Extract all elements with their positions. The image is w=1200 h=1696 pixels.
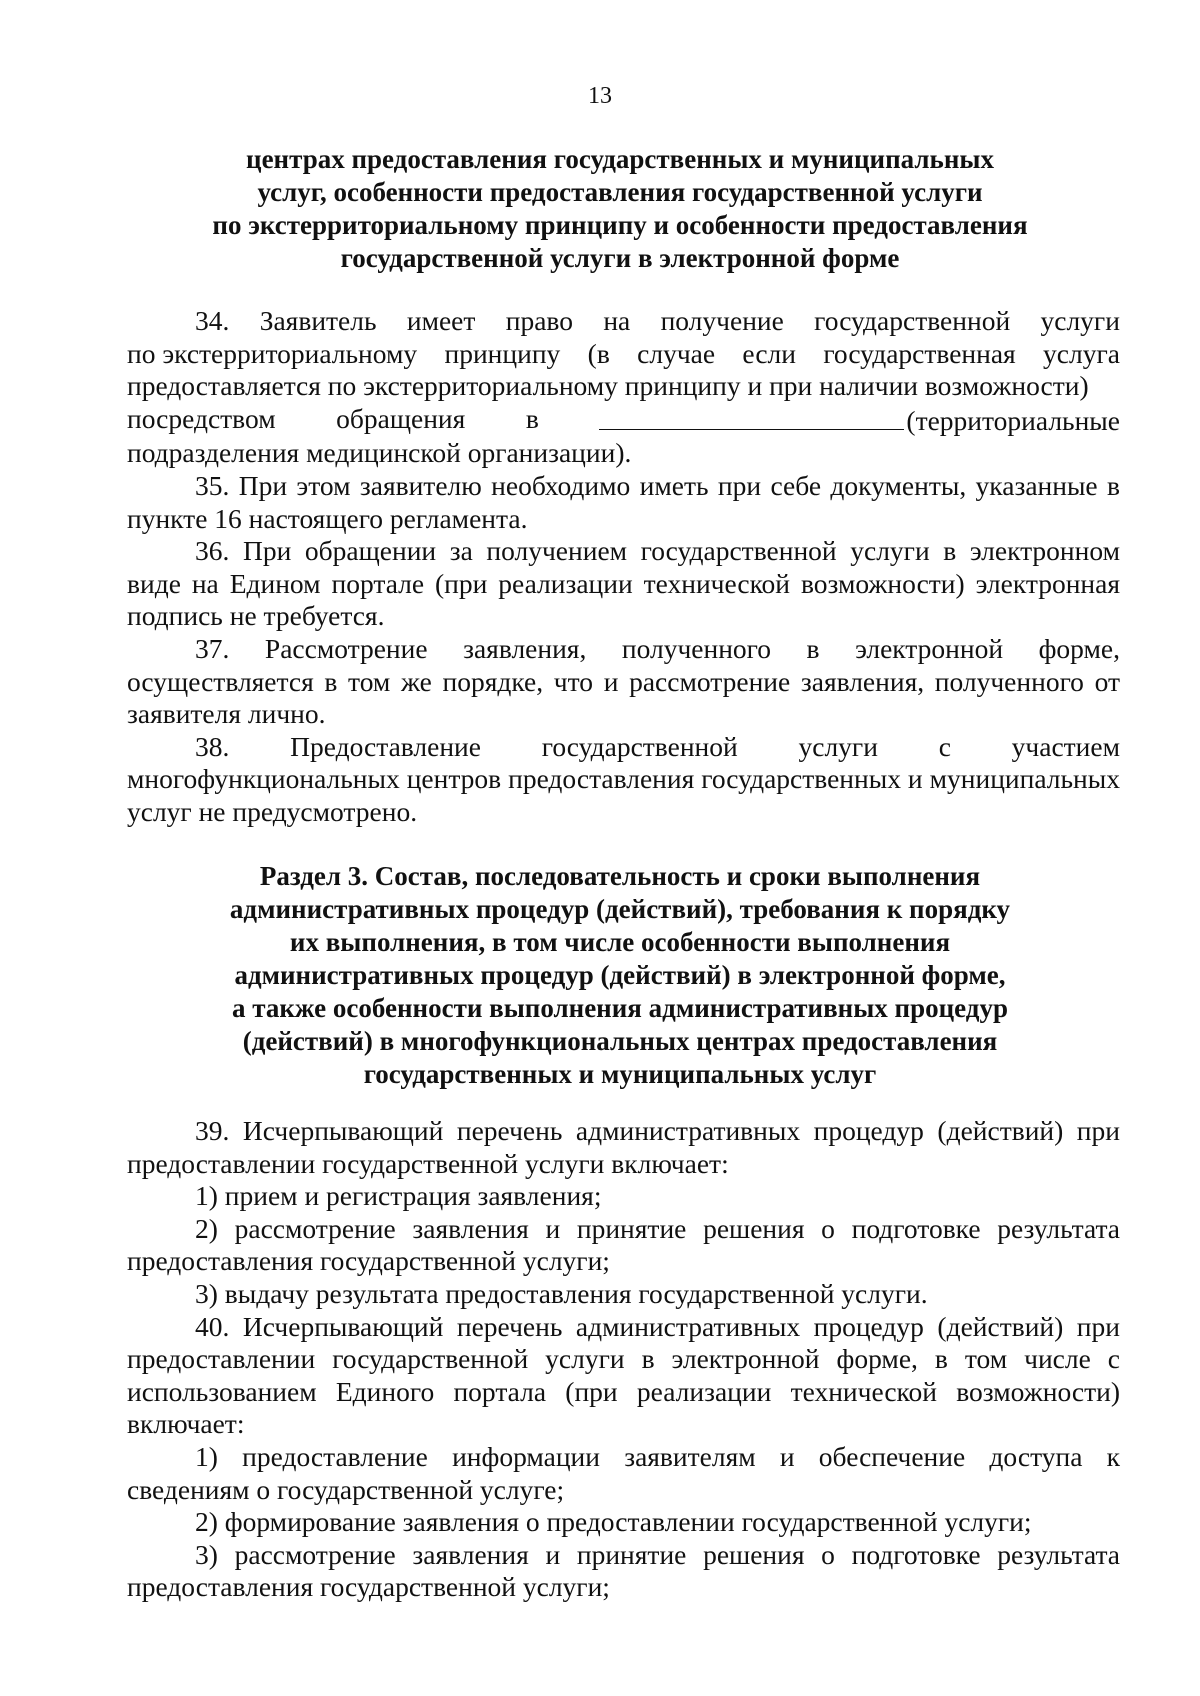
paragraph-35: 35. При этом заявителю необходимо иметь при себе документы, указанные в пункте 16 настоящего регламента. — [127, 469, 1120, 534]
paragraph-40-item-3: 3) рассмотрение заявления и принятие решения о подготовке результата предоставления государственной услуги; — [127, 1538, 1120, 1603]
word: если — [742, 337, 796, 369]
word: случае — [637, 337, 716, 369]
paragraph-39-item-2: 2) рассмотрение заявления и принятие решения о подготовке результата предоставления государственной услуги; — [127, 1212, 1120, 1277]
word: посредством — [127, 402, 276, 434]
word: по экстерриториальному — [127, 337, 418, 369]
paragraph-39-item-1: 1) прием и регистрация заявления; — [195, 1180, 602, 1212]
paragraph-39-item-3: 3) выдачу результата предоставления государственной услуги. — [195, 1277, 928, 1309]
word: получение — [660, 305, 784, 336]
paragraph-40-item-1: 1) предоставление информации заявителям и обеспечение доступа к сведениям о государственной услуге; — [127, 1440, 1120, 1505]
paragraph-40-item-2: 2) формирование заявления о предоставлении государственной услуги; — [195, 1506, 1032, 1538]
paragraph-34-line-1 — [127, 305, 1120, 338]
paragraph-34-line-5: подразделения медицинской организации). — [127, 437, 632, 469]
paragraph-37: 37. Рассмотрение заявления, полученного в электронной форме, осуществляется в том же порядке, что и рассмотрение заявления, полученного от заявителя лично. — [127, 632, 1120, 730]
paragraph-34-line-3: предоставляется по экстерриториальному принципу и при наличии возможности) — [127, 370, 1089, 402]
word: (территориальные — [906, 404, 1120, 436]
word: (в — [587, 337, 610, 369]
paragraph-40: 40. Исчерпывающий перечень административных процедур (действий) при предоставлении государственной услуги в электронной форме, в том числе с использованием Единого портала (при реализации технической возможности) включает: — [127, 1310, 1120, 1440]
page-number: 13 — [588, 83, 612, 109]
word: Заявитель — [259, 305, 377, 336]
word: право — [505, 305, 573, 336]
word: государственной — [814, 305, 1011, 336]
paragraph-36: 36. При обращении за получением государственной услуги в электронном виде на Едином портале (при реализации технической возможности) электронная подпись не требуется. — [127, 535, 1120, 632]
body-block-2 — [127, 1115, 1120, 1604]
word: принципу — [444, 337, 561, 369]
blank-fill-line — [599, 403, 904, 430]
paragraph-38: 38. Предоставление государственной услуги с участием многофункциональных центров предоставления государственных и муниципальных услуг не предусмотрено. — [127, 730, 1120, 827]
paragraph-34-line-2 — [127, 338, 1120, 371]
word: государственная — [823, 337, 1016, 369]
word: 34. — [195, 305, 230, 336]
blank-field-with-label — [599, 403, 1120, 438]
word: на — [603, 305, 631, 336]
word: в — [525, 402, 539, 434]
paragraph-34-line-4 — [127, 403, 1120, 438]
paragraph-39: 39. Исчерпывающий перечень административных процедур (действий) при предоставлении государственной услуги включает: — [127, 1115, 1120, 1179]
body-block-1 — [127, 305, 1120, 829]
paragraph-34 — [127, 305, 1120, 470]
word: имеет — [406, 305, 476, 336]
section-heading-continued: центрах предоставления государственных и муниципальных услуг, особенности предоставления государственной услуги по экстерриториальному принципу и особенности предоставления государственной услуги в электронной форме — [212, 144, 1028, 273]
word: услуги — [1040, 305, 1120, 336]
section-3-heading: Раздел 3. Состав, последовательность и сроки выполнения административных процедур (действий), требования к порядку их выполнения, в том числе особенности выполнения административных процедур (действий) в электронной форме, а также особенности выполнения административных процедур (действий) в многофункциональных центрах предоставления государственных и муниципальных услуг — [229, 861, 1011, 1089]
word: обращения — [336, 402, 466, 434]
word: услуга — [1043, 337, 1120, 369]
